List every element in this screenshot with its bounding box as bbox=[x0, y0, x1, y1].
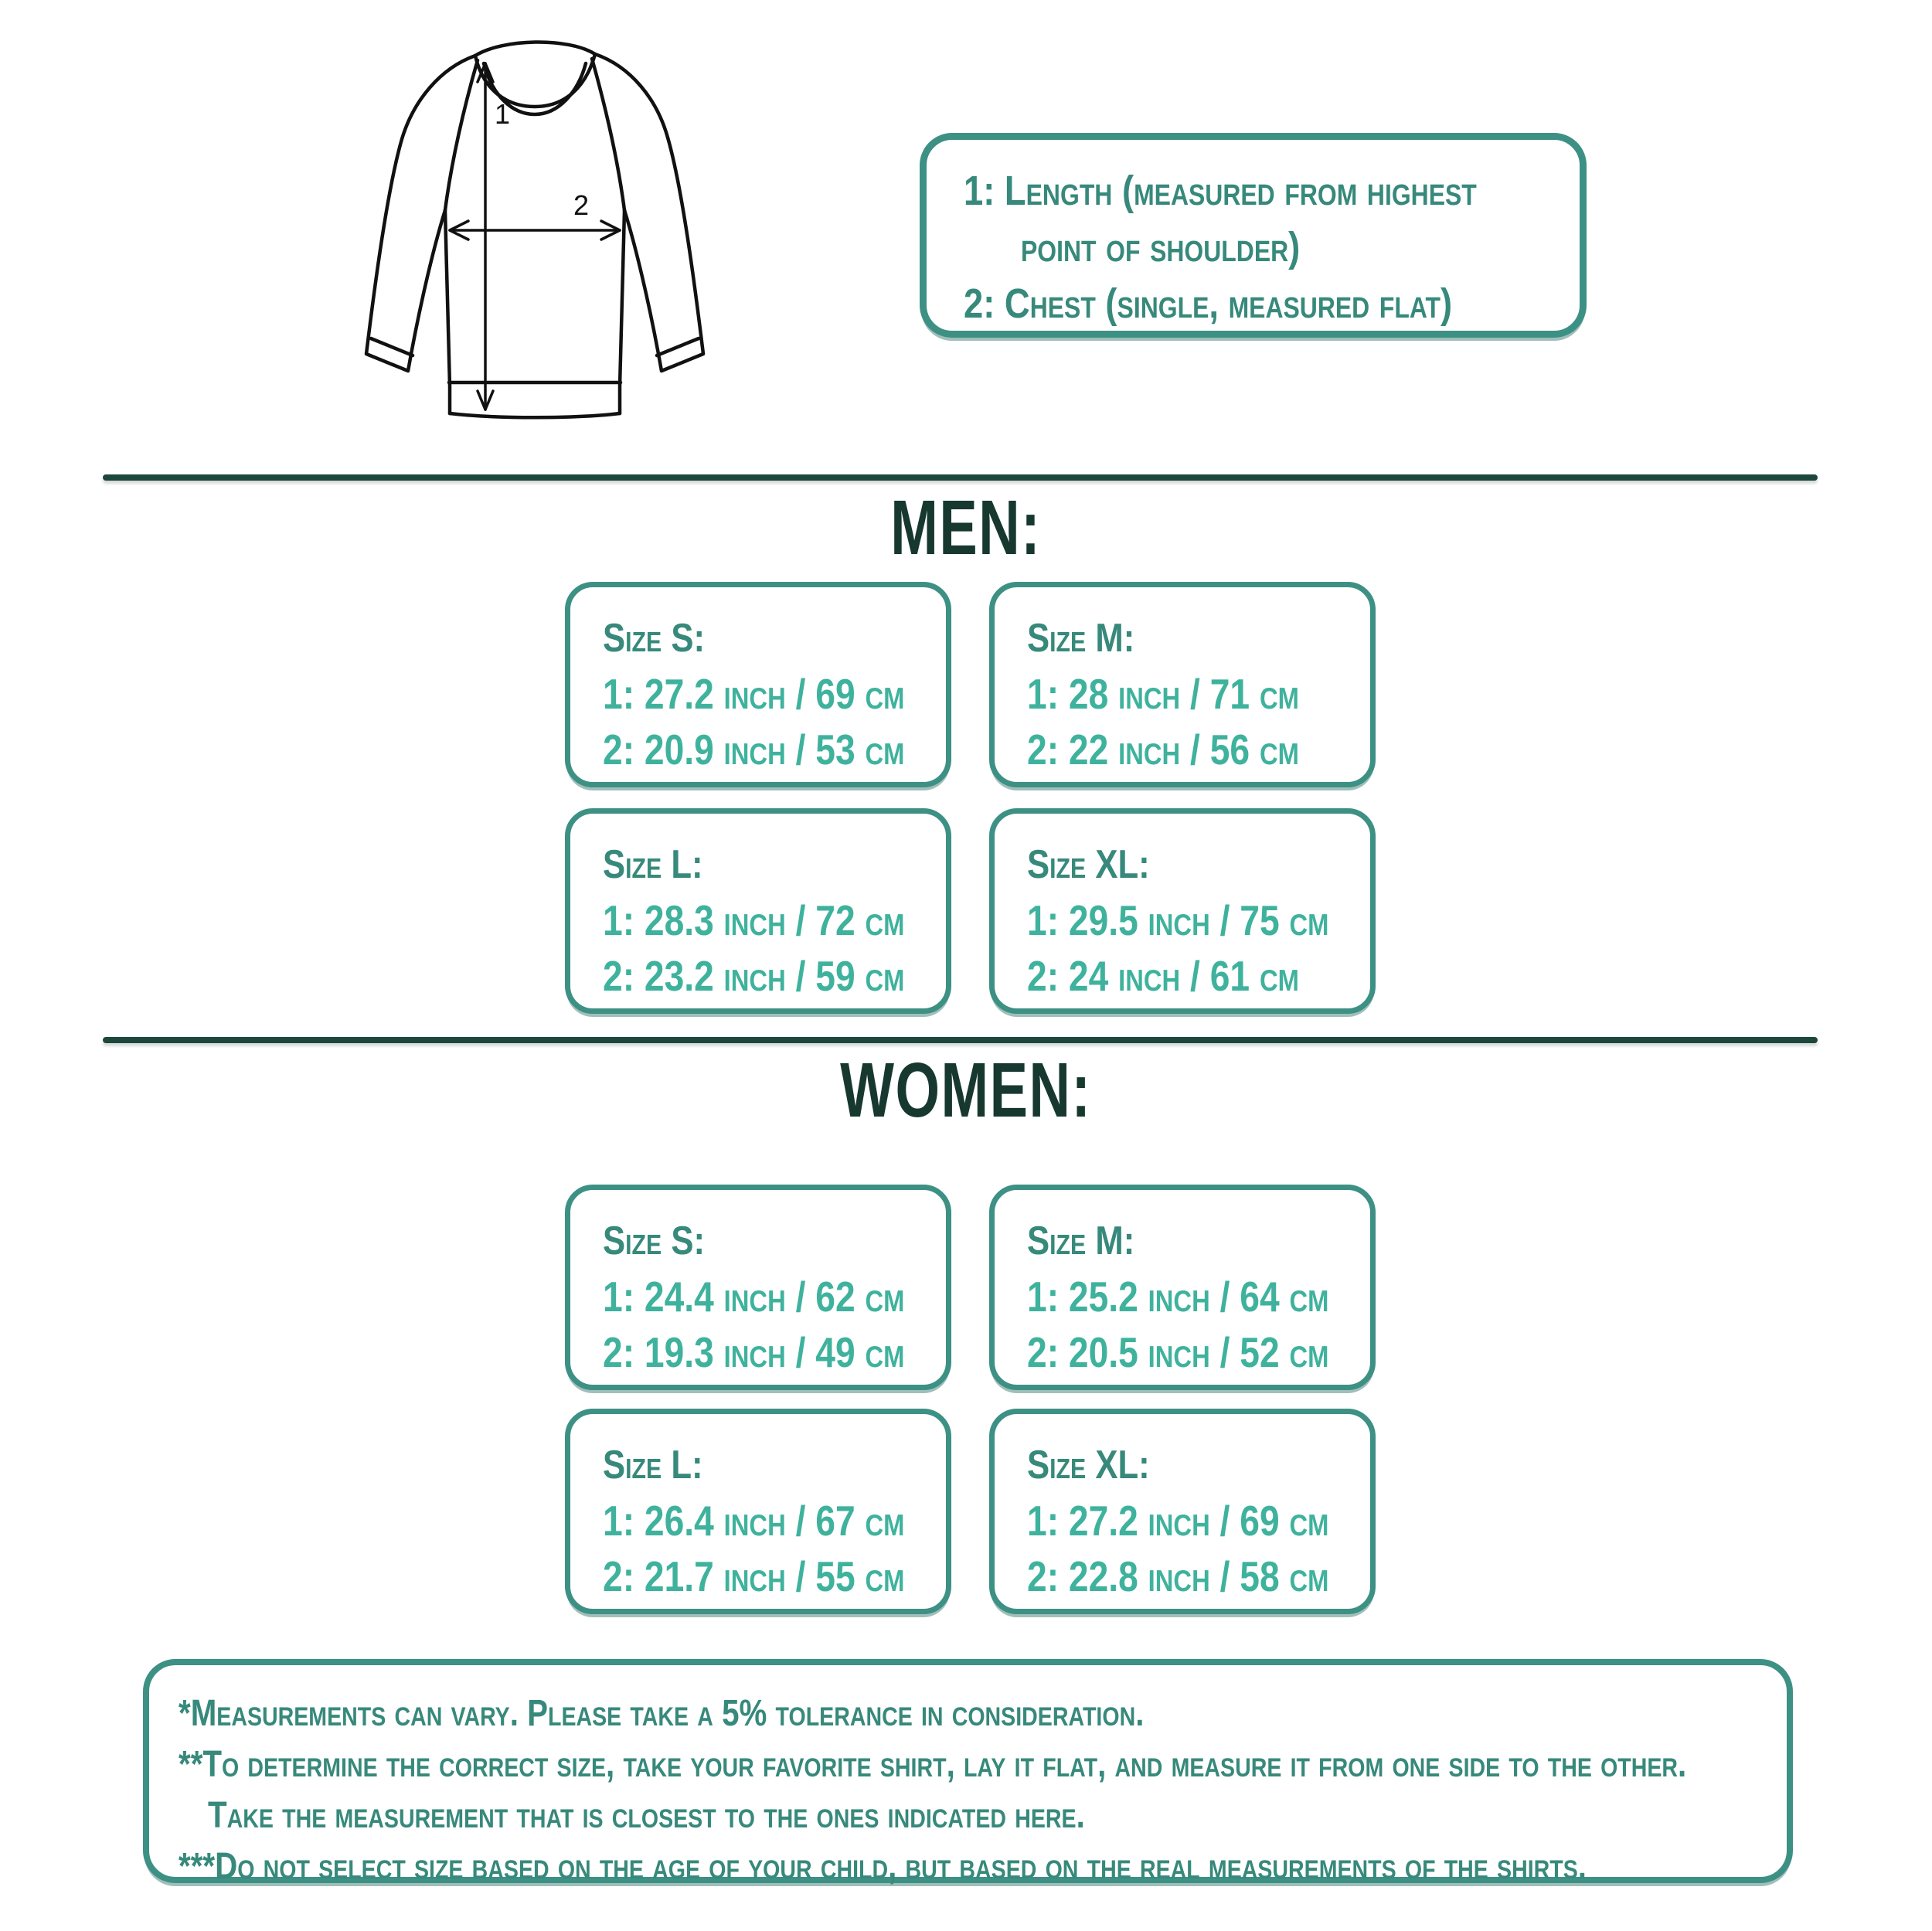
length-measurement: 1: 28 inch / 71 cm bbox=[1027, 670, 1299, 718]
length-measurement: 1: 29.5 inch / 75 cm bbox=[1027, 896, 1329, 944]
length-measurement: 1: 28.3 inch / 72 cm bbox=[603, 896, 905, 944]
women-size-m-card bbox=[989, 1185, 1376, 1390]
footnote-child-size: ***Do not select size based on the age of your child, but based on the real measurements of the shirts. bbox=[179, 1846, 1587, 1887]
chest-measurement: 2: 21.7 inch / 55 cm bbox=[603, 1552, 905, 1600]
chest-measurement: 2: 23.2 inch / 59 cm bbox=[603, 952, 905, 1000]
footnote-how-to-measure-cont: Take the measurement that is closest to the ones indicated here. bbox=[208, 1795, 1085, 1836]
length-measurement: 1: 27.2 inch / 69 cm bbox=[603, 670, 905, 718]
length-measurement: 1: 26.4 inch / 67 cm bbox=[603, 1497, 905, 1545]
legend-box bbox=[920, 133, 1587, 338]
men-size-m-card bbox=[989, 582, 1376, 787]
men-size-xl-card bbox=[989, 808, 1376, 1014]
women-section-title: WOMEN: bbox=[840, 1047, 1092, 1134]
legend-line: 2: Chest (single, measured flat) bbox=[964, 280, 1453, 327]
footnote-tolerance: *Measurements can vary. Please take a 5% tolerance in consideration. bbox=[179, 1693, 1145, 1734]
measurement-arrow-2 bbox=[450, 221, 620, 240]
chest-measurement: 2: 24 inch / 61 cm bbox=[1027, 952, 1299, 1000]
women-size-xl-card bbox=[989, 1409, 1376, 1614]
arrow-2-label: 2 bbox=[573, 189, 590, 221]
arrow-1-label: 1 bbox=[495, 98, 511, 130]
size-label: Size M: bbox=[1027, 1219, 1135, 1263]
chest-measurement: 2: 20.9 inch / 53 cm bbox=[603, 726, 905, 773]
size-label: Size XL: bbox=[1027, 842, 1150, 887]
legend-line: 1: Length (measured from highest bbox=[964, 168, 1477, 214]
measurement-arrow-1 bbox=[478, 63, 493, 410]
chest-measurement: 2: 22 inch / 56 cm bbox=[1027, 726, 1299, 773]
length-measurement: 1: 27.2 inch / 69 cm bbox=[1027, 1497, 1329, 1545]
chest-measurement: 2: 19.3 inch / 49 cm bbox=[603, 1328, 905, 1376]
women-size-s-card bbox=[565, 1185, 951, 1390]
length-measurement: 1: 25.2 inch / 64 cm bbox=[1027, 1273, 1329, 1321]
shirt-diagram bbox=[348, 23, 719, 448]
size-label: Size L: bbox=[603, 1443, 703, 1487]
size-label: Size M: bbox=[1027, 616, 1135, 661]
divider-women bbox=[103, 1037, 1818, 1043]
men-size-s-card bbox=[565, 582, 951, 787]
size-label: Size S: bbox=[603, 616, 705, 661]
women-size-l-card bbox=[565, 1409, 951, 1614]
chest-measurement: 2: 22.8 inch / 58 cm bbox=[1027, 1552, 1329, 1600]
chest-measurement: 2: 20.5 inch / 52 cm bbox=[1027, 1328, 1329, 1376]
size-label: Size S: bbox=[603, 1219, 705, 1263]
footnotes-box bbox=[143, 1659, 1793, 1887]
men-section-title: MEN: bbox=[890, 484, 1042, 571]
legend-line: point of shoulder) bbox=[1021, 224, 1301, 270]
length-measurement: 1: 24.4 inch / 62 cm bbox=[603, 1273, 905, 1321]
divider-men bbox=[103, 474, 1818, 481]
size-label: Size L: bbox=[603, 842, 703, 887]
footnote-how-to-measure: **To determine the correct size, take your favorite shirt, lay it flat, and measure it from one side to the other. bbox=[179, 1744, 1687, 1785]
size-label: Size XL: bbox=[1027, 1443, 1150, 1487]
men-size-l-card bbox=[565, 808, 951, 1014]
